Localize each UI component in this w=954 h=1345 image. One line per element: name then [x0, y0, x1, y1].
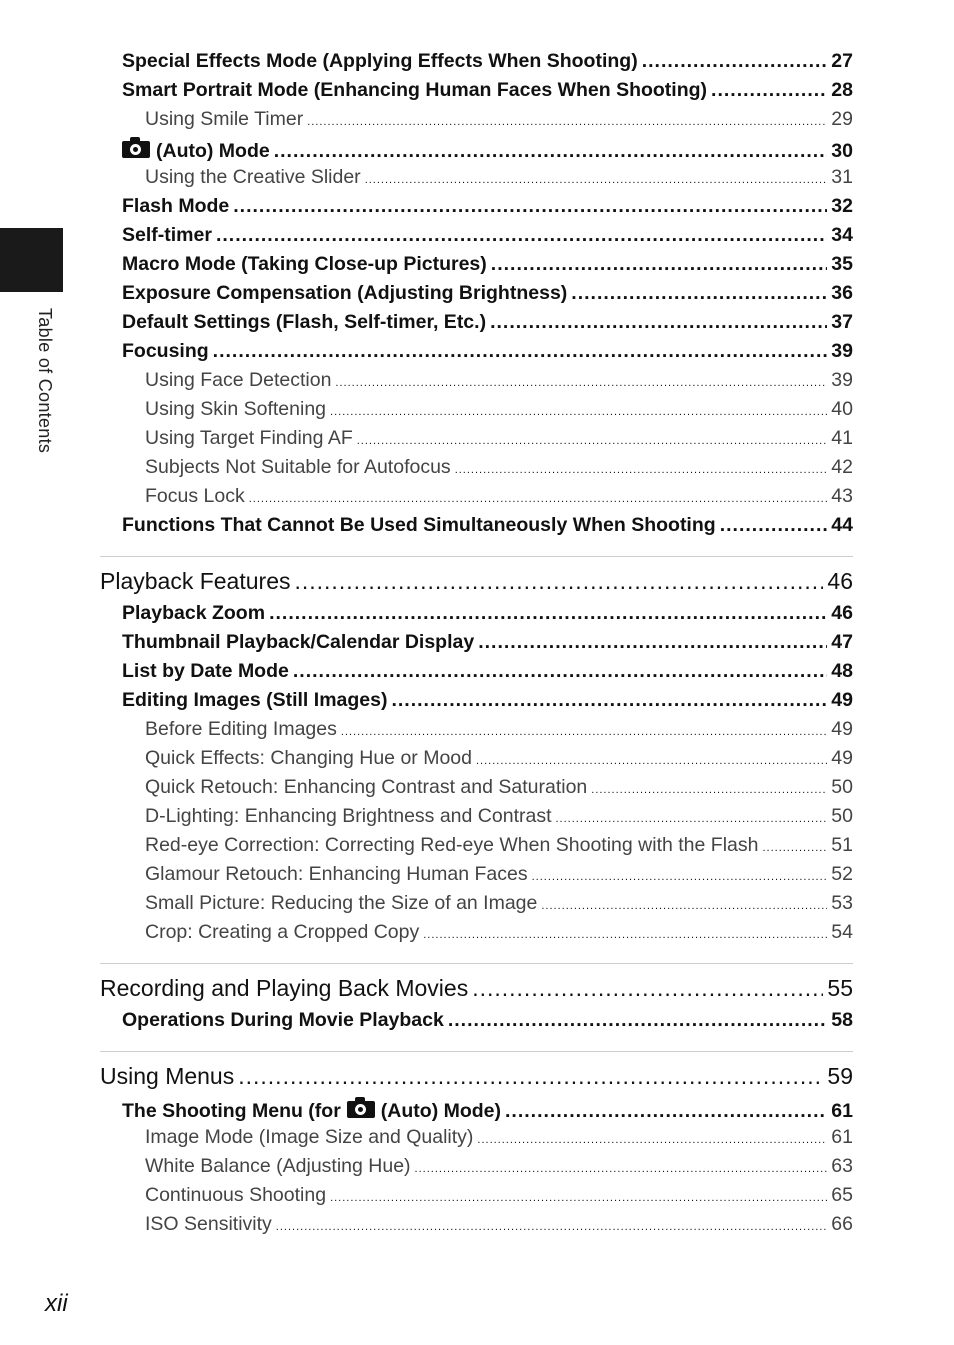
toc-title-text: Using the Creative Slider: [145, 166, 361, 188]
toc-entry-title: [145, 485, 245, 508]
toc-title-part: (Auto) Mode): [380, 1100, 502, 1122]
toc-entry[interactable]: [122, 660, 853, 689]
toc-entry-title: [122, 689, 387, 712]
section-divider: [100, 556, 853, 557]
toc-page-number: 48: [831, 660, 853, 682]
toc-entry[interactable]: [122, 137, 853, 166]
toc-page-number: 47: [831, 631, 853, 653]
toc-page-number: 42: [831, 456, 853, 478]
dot-leader: [213, 340, 828, 363]
dot-leader: [335, 377, 827, 389]
toc-entry-title: [145, 834, 758, 857]
toc-entry-title: [122, 282, 567, 305]
toc-entry[interactable]: [145, 747, 853, 776]
toc-entry-title: [122, 1097, 501, 1123]
side-label: Table of Contents: [35, 308, 55, 454]
toc-page-number: 61: [831, 1126, 853, 1148]
toc-title-text: Recording and Playing Back Movies: [100, 975, 469, 1001]
toc-page-number: 31: [831, 166, 853, 188]
toc-entry-title: [145, 427, 353, 450]
toc-entry[interactable]: [145, 456, 853, 485]
dot-leader: [293, 660, 827, 683]
section-tab-marker: [0, 228, 63, 292]
toc-entry[interactable]: [145, 834, 853, 863]
dot-leader: [541, 900, 827, 912]
toc-entry[interactable]: [122, 689, 853, 718]
toc-entry[interactable]: [122, 50, 853, 79]
toc-entry[interactable]: [122, 1097, 853, 1126]
dot-leader: [274, 140, 828, 163]
toc-entry[interactable]: [122, 311, 853, 340]
dot-leader: [491, 253, 828, 276]
toc-title-text: ISO Sensitivity: [145, 1213, 272, 1235]
toc-entry-title: [145, 863, 528, 886]
toc-title-text: Quick Retouch: Enhancing Contrast and Saturation: [145, 776, 588, 798]
dot-leader: [330, 1192, 827, 1204]
dot-leader: [642, 50, 828, 73]
toc-entry[interactable]: [122, 602, 853, 631]
dot-leader: [762, 842, 827, 854]
toc-page-number: 40: [831, 398, 853, 420]
toc-page-number: 46: [831, 602, 853, 624]
toc-entry[interactable]: [145, 398, 853, 427]
dot-leader: [238, 1063, 823, 1090]
toc-section-heading[interactable]: [100, 1063, 853, 1097]
toc-entry-title: [122, 311, 486, 334]
toc-page-number: 35: [831, 253, 853, 275]
dot-leader: [233, 195, 827, 218]
toc-section-heading[interactable]: [100, 568, 853, 602]
toc-title-text: Small Picture: Reducing the Size of an Image: [145, 892, 538, 914]
toc-page-number: 65: [831, 1184, 853, 1206]
toc-entry[interactable]: [122, 224, 853, 253]
toc-entry-title: [145, 805, 552, 828]
toc-page-number: 29: [831, 108, 853, 130]
toc-entry-title: [145, 747, 472, 770]
toc-title-text: Macro Mode (Taking Close-up Pictures): [122, 253, 487, 275]
toc-entry[interactable]: [145, 776, 853, 805]
toc-entry[interactable]: [145, 1213, 853, 1242]
toc-page-number: 46: [827, 568, 853, 594]
page-number: xii: [45, 1290, 68, 1317]
dot-leader: [249, 493, 828, 505]
toc-entry-title: [122, 224, 212, 247]
toc-page-number: 49: [831, 718, 853, 740]
toc-entry[interactable]: [145, 369, 853, 398]
toc-entry-title: [145, 776, 587, 799]
toc-entry-title: [145, 369, 331, 392]
toc-title-text: Exposure Compensation (Adjusting Brightness): [122, 282, 568, 304]
toc-entry[interactable]: [122, 340, 853, 369]
toc-title-text: Thumbnail Playback/Calendar Display: [122, 631, 475, 653]
toc-entry[interactable]: [145, 718, 853, 747]
toc-entry[interactable]: [122, 79, 853, 108]
toc-page-number: 43: [831, 485, 853, 507]
toc-title-text: Editing Images (Still Images): [122, 689, 388, 711]
toc-title-text: (Auto) Mode: [156, 140, 270, 162]
toc-page-number: 39: [831, 369, 853, 391]
toc-page-number: 39: [831, 340, 853, 362]
dot-leader: [269, 602, 827, 625]
toc-entry-title: [145, 456, 451, 479]
toc-title-text: Focusing: [122, 340, 209, 362]
toc-title-text: Image Mode (Image Size and Quality): [145, 1126, 474, 1148]
toc-title-text: Flash Mode: [122, 195, 230, 217]
toc-entry-title: [122, 602, 265, 625]
toc-title-text: Red-eye Correction: Correcting Red-eye When Shooting with the Flash: [145, 834, 759, 856]
dot-leader: [341, 726, 827, 738]
dot-leader: [490, 311, 827, 334]
toc-title-text: Quick Effects: Changing Hue or Mood: [145, 747, 472, 769]
toc-entry-title: [122, 1009, 444, 1032]
toc-entry-title: [122, 631, 474, 654]
toc-entry[interactable]: [145, 921, 853, 950]
dot-leader: [478, 631, 827, 654]
toc-page-number: 61: [831, 1100, 853, 1122]
toc-title-text: Special Effects Mode (Applying Effects When Shooting): [122, 50, 638, 72]
dot-leader: [294, 568, 823, 595]
toc-entry[interactable]: [122, 514, 853, 543]
toc-entry[interactable]: [122, 282, 853, 311]
toc-entry-title: [122, 137, 270, 163]
toc-page-number: 37: [831, 311, 853, 333]
toc-entry-title: [145, 1213, 272, 1236]
toc-page-number: 49: [831, 689, 853, 711]
toc-page-number: 50: [831, 776, 853, 798]
toc-page-number: 30: [831, 140, 853, 162]
dot-leader: [423, 929, 827, 941]
toc-entry-title: [122, 340, 209, 363]
toc-entry[interactable]: [145, 863, 853, 892]
toc-page-number: 49: [831, 747, 853, 769]
dot-leader: [477, 1134, 827, 1146]
table-of-contents: [100, 50, 853, 1242]
toc-title-text: Using Target Finding AF: [145, 427, 353, 449]
toc-title-text: Operations During Movie Playback: [122, 1009, 444, 1031]
dot-leader: [415, 1163, 828, 1175]
toc-page-number: 34: [831, 224, 853, 246]
dot-leader: [591, 784, 827, 796]
toc-title-text: Focus Lock: [145, 485, 245, 507]
dot-leader: [476, 755, 827, 767]
toc-page-number: 55: [827, 975, 853, 1001]
toc-page-number: 50: [831, 805, 853, 827]
toc-title-text: Using Smile Timer: [145, 108, 304, 130]
dot-leader: [307, 116, 827, 128]
toc-entry[interactable]: [145, 1184, 853, 1213]
toc-entry[interactable]: [145, 805, 853, 834]
toc-entry[interactable]: [122, 1009, 853, 1038]
toc-title-part: The Shooting Menu (for: [122, 1100, 341, 1122]
toc-page-number: 28: [831, 79, 853, 101]
dot-leader: [472, 975, 823, 1002]
toc-entry[interactable]: [122, 195, 853, 224]
toc-title-text: Using Skin Softening: [145, 398, 327, 420]
toc-page-number: 58: [831, 1009, 853, 1031]
toc-title-text: Using Menus: [100, 1063, 235, 1089]
section-divider: [100, 963, 853, 964]
toc-page-number: 27: [831, 50, 853, 72]
toc-page-number: 54: [831, 921, 853, 943]
toc-page-number: 41: [831, 427, 853, 449]
toc-title-text: Using Face Detection: [145, 369, 332, 391]
toc-entry-title: [122, 514, 716, 537]
dot-leader: [505, 1100, 827, 1123]
toc-entry[interactable]: [145, 427, 853, 456]
camera-icon: [347, 1097, 375, 1117]
section-divider: [100, 1051, 853, 1052]
toc-page-number: 59: [827, 1063, 853, 1089]
toc-entry[interactable]: [145, 166, 853, 195]
toc-title-text: List by Date Mode: [122, 660, 289, 682]
toc-entry-title: [100, 1063, 234, 1090]
toc-entry[interactable]: [145, 892, 853, 921]
toc-title-text: Continuous Shooting: [145, 1184, 327, 1206]
toc-title-text: Smart Portrait Mode (Enhancing Human Faces When Shooting): [122, 79, 708, 101]
toc-page-number: 51: [831, 834, 853, 856]
toc-entry-title: [122, 660, 289, 683]
toc-title-text: Self-timer: [122, 224, 212, 246]
toc-title-text: Crop: Creating a Cropped Copy: [145, 921, 420, 943]
toc-title-text: Before Editing Images: [145, 718, 337, 740]
toc-entry[interactable]: [145, 1155, 853, 1184]
toc-entry-title: [145, 1126, 473, 1149]
dot-leader: [276, 1221, 828, 1233]
toc-entry[interactable]: [145, 485, 853, 514]
toc-entry-title: [145, 108, 303, 131]
dot-leader: [330, 406, 827, 418]
dot-leader: [365, 174, 828, 186]
toc-title-text: D-Lighting: Enhancing Brightness and Contrast: [145, 805, 552, 827]
dot-leader: [532, 871, 828, 883]
toc-title-text: Subjects Not Suitable for Autofocus: [145, 456, 451, 478]
dot-leader: [556, 813, 828, 825]
toc-entry-title: [145, 166, 361, 189]
toc-title-text: Playback Zoom: [122, 602, 266, 624]
toc-entry-title: [145, 1184, 326, 1207]
toc-title-text: Glamour Retouch: Enhancing Human Faces: [145, 863, 528, 885]
dot-leader: [216, 224, 827, 247]
toc-entry-title: [145, 892, 537, 915]
toc-title-text: Playback Features: [100, 568, 291, 594]
toc-entry-title: [122, 79, 707, 102]
dot-leader: [711, 79, 827, 102]
toc-entry-title: [145, 398, 326, 421]
toc-entry[interactable]: [145, 1126, 853, 1155]
toc-page-number: 53: [831, 892, 853, 914]
dot-leader: [720, 514, 828, 537]
toc-page-number: 63: [831, 1155, 853, 1177]
camera-icon: [122, 137, 150, 157]
toc-entry[interactable]: [122, 253, 853, 282]
toc-entry-title: [145, 718, 337, 741]
toc-entry-title: [100, 568, 290, 595]
dot-leader: [357, 435, 828, 447]
toc-page-number: 66: [831, 1213, 853, 1235]
toc-entry[interactable]: [122, 631, 853, 660]
toc-entry-title: [122, 195, 229, 218]
toc-page-number: 32: [831, 195, 853, 217]
toc-entry[interactable]: [145, 108, 853, 137]
toc-page-number: 36: [831, 282, 853, 304]
dot-leader: [391, 689, 827, 712]
toc-title-text: Functions That Cannot Be Used Simultaneously When Shooting: [122, 514, 716, 536]
dot-leader: [448, 1009, 827, 1032]
toc-entry-title: [145, 921, 419, 944]
toc-entry-title: [100, 975, 468, 1002]
toc-title-text: Default Settings (Flash, Self-timer, Etc.): [122, 311, 487, 333]
toc-page-number: 44: [831, 514, 853, 536]
toc-entry-title: [122, 50, 638, 73]
toc-section-heading[interactable]: [100, 975, 853, 1009]
dot-leader: [571, 282, 827, 305]
dot-leader: [455, 464, 828, 476]
toc-title-text: White Balance (Adjusting Hue): [145, 1155, 411, 1177]
toc-entry-title: [122, 253, 487, 276]
toc-page-number: 52: [831, 863, 853, 885]
toc-entry-title: [145, 1155, 411, 1178]
